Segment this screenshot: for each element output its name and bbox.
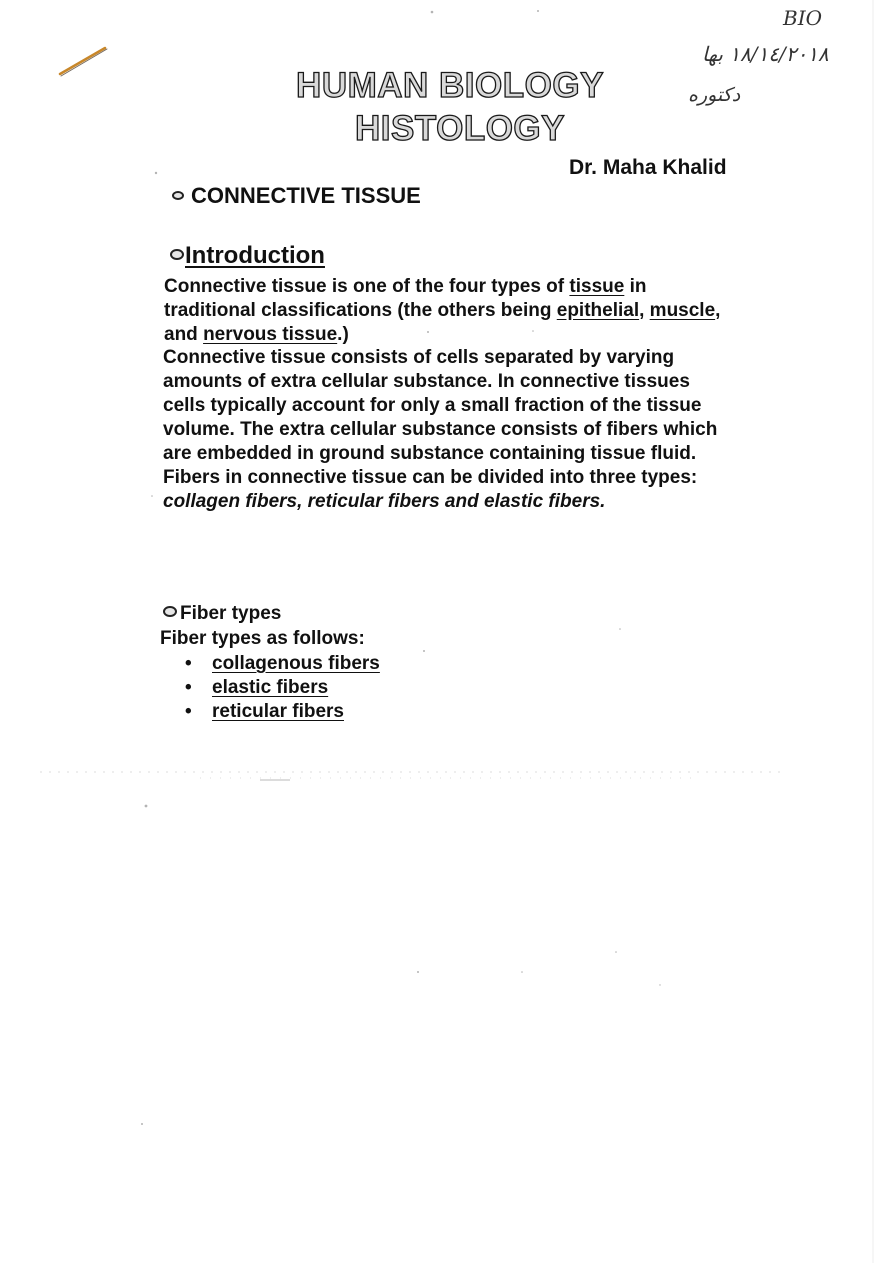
- ring-bullet-icon: [172, 191, 184, 200]
- text-run: and: [164, 324, 204, 345]
- intro-paragraph-1: [164, 275, 720, 347]
- fiber-types-intro: Fiber types as follows:: [160, 628, 365, 649]
- text-run: traditional classifications (the others being: [164, 300, 557, 321]
- intro-heading-text: Introduction: [185, 242, 325, 269]
- text-run: Connective tissue is one of the four types of: [164, 276, 570, 297]
- bullet-dot-icon: •: [185, 677, 192, 698]
- pen-stroke-mark: [55, 40, 115, 80]
- text-run: in: [624, 276, 647, 297]
- ring-bullet-icon: [170, 249, 184, 260]
- link-epithelial[interactable]: epithelial: [556, 300, 640, 321]
- list-item: [185, 676, 380, 700]
- link-reticular-fibers[interactable]: reticular fibers: [212, 701, 344, 722]
- intro-heading: [170, 242, 325, 270]
- intro-paragraph-2: [163, 346, 717, 514]
- list-item: [185, 700, 380, 724]
- handwritten-bio-note: BIO: [783, 6, 822, 30]
- paragraph-line-fiber-types: collagen fibers, reticular fibers and elastic fibers.: [163, 491, 606, 512]
- ring-bullet-icon: [163, 606, 177, 617]
- list-item: [185, 652, 380, 676]
- section-heading-text: CONNECTIVE TISSUE: [191, 183, 421, 208]
- handwritten-arabic-note: دكتوره: [688, 84, 741, 106]
- paragraph-line: Fibers in connective tissue can be divided into three types:: [163, 467, 698, 488]
- bullet-dot-icon: •: [185, 653, 192, 674]
- text-run: ,: [715, 300, 721, 321]
- paragraph-line: volume. The extra cellular substance consists of fibers which: [163, 419, 718, 440]
- text-run: .): [337, 324, 349, 345]
- document-title-line-1: HUMAN BIOLOGY: [296, 66, 604, 105]
- document-title-line-2: HISTOLOGY: [355, 109, 565, 148]
- paragraph-line: [164, 323, 720, 347]
- fiber-types-heading-text: Fiber types: [180, 603, 282, 624]
- fiber-types-list: [185, 652, 380, 724]
- text-run: ,: [639, 300, 650, 321]
- section-heading: [172, 183, 421, 209]
- link-elastic-fibers[interactable]: elastic fibers: [212, 677, 329, 698]
- link-nervous-tissue[interactable]: nervous tissue: [203, 324, 338, 345]
- link-tissue[interactable]: tissue: [569, 276, 625, 297]
- link-muscle[interactable]: muscle: [649, 300, 716, 321]
- paragraph-line: cells typically account for only a small fraction of the tissue: [163, 395, 702, 416]
- author-name: Dr. Maha Khalid: [569, 156, 727, 179]
- paragraph-line: Connective tissue consists of cells separated by varying: [163, 347, 675, 368]
- paragraph-line: amounts of extra cellular substance. In connective tissues: [163, 371, 690, 392]
- handwritten-date-note: ١٨/١٤/٢٠١٨ بها: [702, 42, 829, 66]
- paragraph-line: [164, 299, 720, 323]
- paragraph-line: are embedded in ground substance containing tissue fluid.: [163, 443, 697, 464]
- fiber-types-heading: [163, 603, 281, 625]
- paragraph-line: [164, 275, 720, 299]
- link-collagenous-fibers[interactable]: collagenous fibers: [212, 653, 380, 674]
- bullet-dot-icon: •: [185, 701, 192, 722]
